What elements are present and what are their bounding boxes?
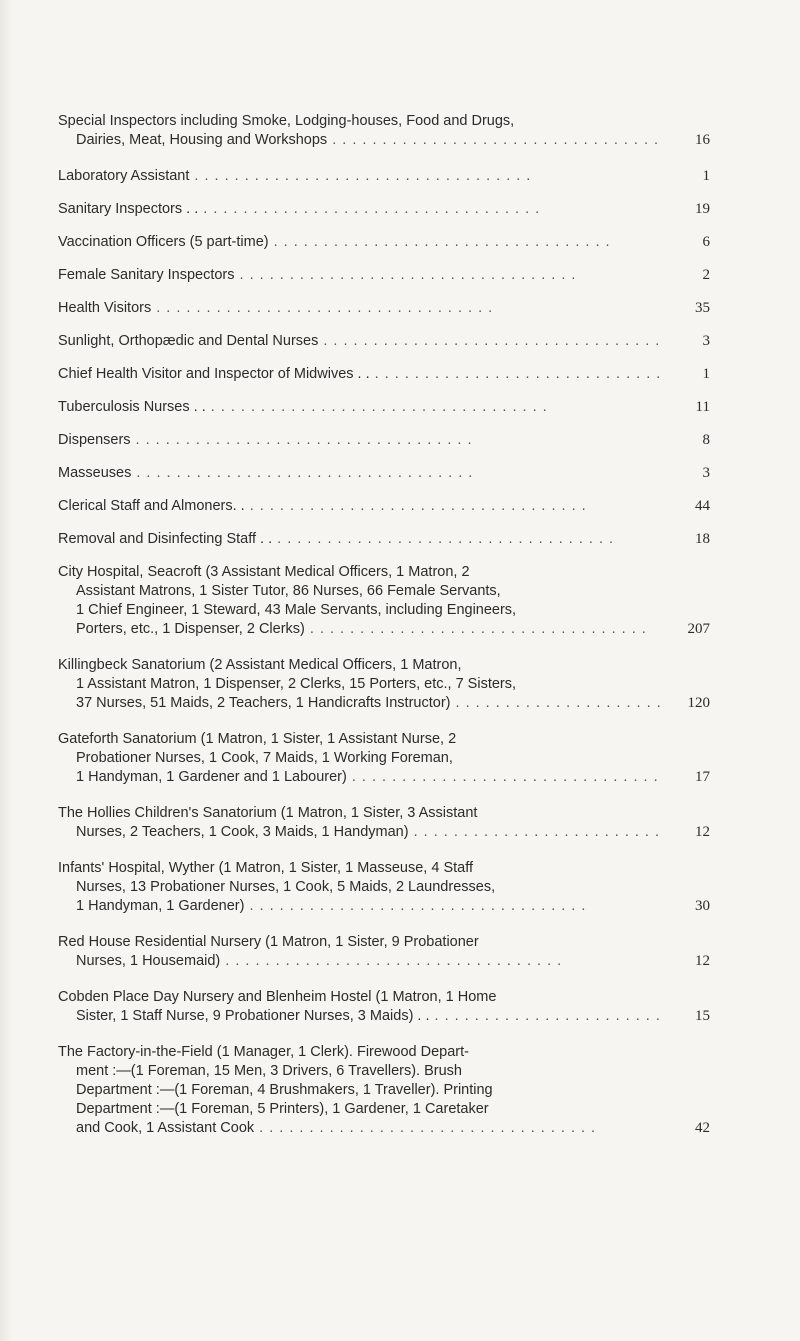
staff-entry <box>58 530 710 549</box>
entry-line: Nurses, 2 Teachers, 1 Cook, 3 Maids, 1 Handyman) . . <box>58 823 660 842</box>
staff-entry <box>58 431 710 450</box>
staff-entry <box>58 365 710 384</box>
entry-count: 3 <box>702 333 710 349</box>
entry-description <box>58 233 660 252</box>
entry-line: 37 Nurses, 51 Maids, 2 Teachers, 1 Handicrafts Instructor) . . <box>58 694 660 713</box>
entry-line: Red House Residential Nursery (1 Matron, 1 Sister, 9 Probationer <box>58 934 479 950</box>
entry-count: 11 <box>695 399 710 415</box>
entry-line: Sister, 1 Staff Nurse, 9 Probationer Nurses, 3 Maids) . . . . <box>58 1007 660 1026</box>
entry-count: 30 <box>695 898 710 914</box>
entry-line: 1 Handyman, 1 Gardener and 1 Labourer) . . <box>58 768 660 787</box>
entry-count: 18 <box>695 531 710 547</box>
entry-description <box>58 431 660 450</box>
entry-count: 15 <box>695 1008 710 1024</box>
staff-entry <box>58 656 710 713</box>
entry-line: Probationer Nurses, 1 Cook, 7 Maids, 1 Working Foreman, <box>76 750 453 766</box>
staff-entry <box>58 933 710 971</box>
entry-description <box>58 167 660 186</box>
entry-line: Department :—(1 Foreman, 4 Brushmakers, 1 Traveller). Printing <box>76 1082 493 1098</box>
entry-line: 1 Handyman, 1 Gardener) . . <box>58 897 660 916</box>
entry-description <box>58 266 660 285</box>
entry-description <box>58 804 660 842</box>
entry-line: Assistant Matrons, 1 Sister Tutor, 86 Nurses, 66 Female Servants, <box>76 583 501 599</box>
entry-description <box>58 988 660 1026</box>
entry-description <box>58 933 660 971</box>
entry-count: 42 <box>695 1120 710 1136</box>
entry-description <box>58 398 660 417</box>
entry-line: 1 Chief Engineer, 1 Steward, 43 Male Servants, including Engineers, <box>76 602 517 618</box>
entry-description <box>58 464 660 483</box>
staff-entry <box>58 859 710 916</box>
staff-entry <box>58 563 710 639</box>
entry-line: Department :—(1 Foreman, 5 Printers), 1 Gardener, 1 Caretaker <box>76 1101 489 1117</box>
entry-count: 12 <box>695 824 710 840</box>
staff-entry <box>58 988 710 1026</box>
entry-line: Killingbeck Sanatorium (2 Assistant Medical Officers, 1 Matron, <box>58 657 462 673</box>
entry-line: Removal and Disinfecting Staff . . . . <box>58 530 660 549</box>
entry-description <box>58 859 660 916</box>
staff-entry <box>58 112 710 150</box>
entry-count: 1 <box>702 168 710 184</box>
entry-line: Porters, etc., 1 Dispenser, 2 Clerks) . . <box>58 620 660 639</box>
entry-line: Infants' Hospital, Wyther (1 Matron, 1 Sister, 1 Masseuse, 4 Staff <box>58 860 473 876</box>
entry-description <box>58 730 660 787</box>
staff-entry <box>58 398 710 417</box>
staff-entry <box>58 464 710 483</box>
entry-line: Clerical Staff and Almoners. . . . <box>58 497 660 516</box>
entry-line: The Hollies Children's Sanatorium (1 Matron, 1 Sister, 3 Assistant <box>58 805 478 821</box>
staff-entry <box>58 1043 710 1138</box>
entry-line: Tuberculosis Nurses . . . . <box>58 398 660 417</box>
entry-count: 35 <box>695 300 710 316</box>
entry-count: 19 <box>695 201 710 217</box>
entry-line: Nurses, 1 Housemaid) . . <box>58 952 660 971</box>
staff-list <box>58 112 710 1155</box>
staff-entry <box>58 804 710 842</box>
entry-count: 2 <box>702 267 710 283</box>
entry-line: Special Inspectors including Smoke, Lodging-houses, Food and Drugs, <box>58 113 515 129</box>
staff-entry <box>58 332 710 351</box>
entry-line: Laboratory Assistant . . <box>58 167 660 186</box>
entry-description <box>58 365 660 384</box>
entry-description <box>58 563 660 639</box>
entry-line: Chief Health Visitor and Inspector of Midwives . . . . <box>58 365 660 384</box>
entry-line: ment :—(1 Foreman, 15 Men, 3 Drivers, 6 Travellers). Brush <box>76 1063 462 1079</box>
staff-entry <box>58 730 710 787</box>
entry-description <box>58 299 660 318</box>
entry-line: Masseuses . . <box>58 464 660 483</box>
entry-description <box>58 1043 660 1138</box>
entry-count: 1 <box>702 366 710 382</box>
staff-entry <box>58 167 710 186</box>
entry-line: and Cook, 1 Assistant Cook . . <box>58 1119 660 1138</box>
entry-count: 16 <box>695 132 710 148</box>
entry-count: 6 <box>702 234 710 250</box>
entry-line: Dispensers . . <box>58 431 660 450</box>
entry-count: 120 <box>687 695 710 711</box>
entry-line: Nurses, 13 Probationer Nurses, 1 Cook, 5 Maids, 2 Laundresses, <box>76 879 496 895</box>
entry-line: Gateforth Sanatorium (1 Matron, 1 Sister, 1 Assistant Nurse, 2 <box>58 731 457 747</box>
entry-line: The Factory-in-the-Field (1 Manager, 1 Clerk). Firewood Depart- <box>58 1044 469 1060</box>
entry-line: Dairies, Meat, Housing and Workshops . . <box>58 131 660 150</box>
entry-line: Vaccination Officers (5 part-time) . . <box>58 233 660 252</box>
staff-entry <box>58 266 710 285</box>
scan-edge <box>0 0 12 1341</box>
entry-count: 17 <box>695 769 710 785</box>
entry-count: 3 <box>702 465 710 481</box>
entry-description <box>58 656 660 713</box>
entry-description <box>58 200 660 219</box>
staff-entry <box>58 497 710 516</box>
entry-line: 1 Assistant Matron, 1 Dispenser, 2 Clerks, 15 Porters, etc., 7 Sisters, <box>76 676 517 692</box>
entry-line: Sanitary Inspectors . . . . <box>58 200 660 219</box>
entry-count: 12 <box>695 953 710 969</box>
entry-line: Female Sanitary Inspectors . . <box>58 266 660 285</box>
entry-line: City Hospital, Seacroft (3 Assistant Medical Officers, 1 Matron, 2 <box>58 564 470 580</box>
entry-description <box>58 332 660 351</box>
staff-entry <box>58 200 710 219</box>
entry-count: 207 <box>687 621 710 637</box>
staff-entry <box>58 299 710 318</box>
staff-entry <box>58 233 710 252</box>
entry-line: Sunlight, Orthopædic and Dental Nurses . . <box>58 332 660 351</box>
entry-description <box>58 112 660 150</box>
entry-description <box>58 497 660 516</box>
entry-description <box>58 530 660 549</box>
entry-count: 44 <box>695 498 710 514</box>
entry-line: Cobden Place Day Nursery and Blenheim Hostel (1 Matron, 1 Home <box>58 989 497 1005</box>
entry-count: 8 <box>702 432 710 448</box>
entry-line: Health Visitors . . <box>58 299 660 318</box>
